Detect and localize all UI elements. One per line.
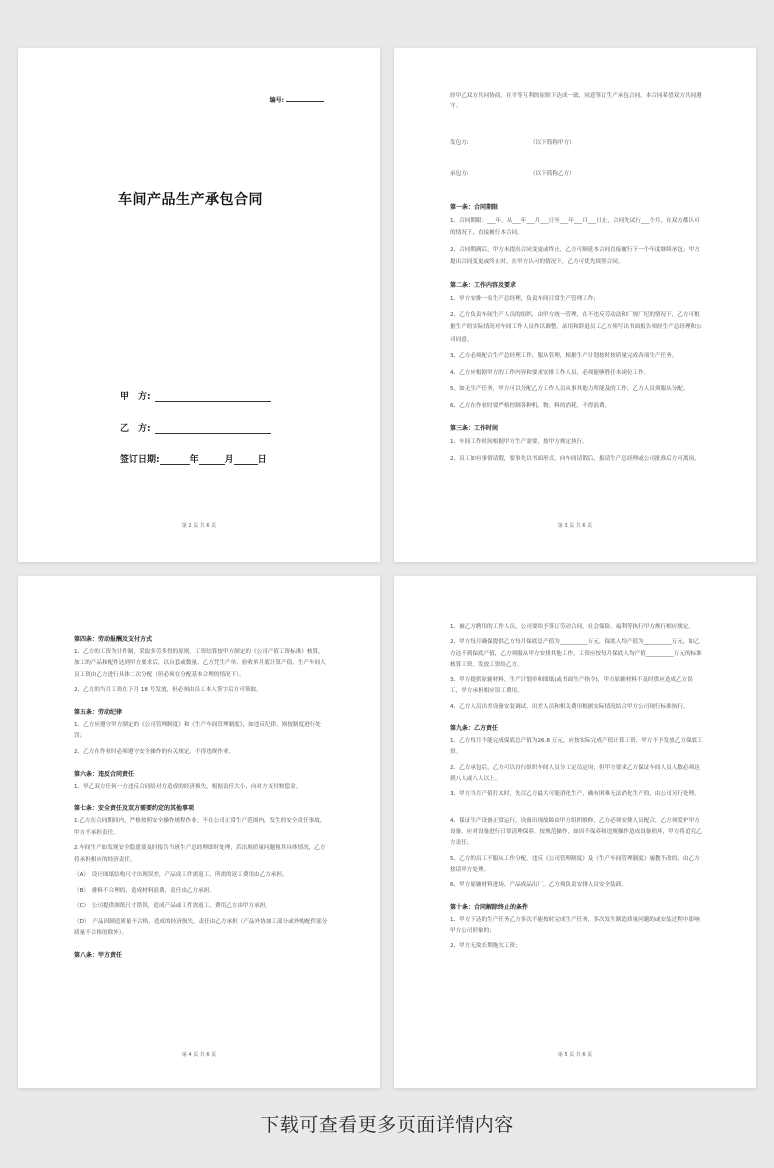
clause-paragraph: （B） 排料不合理的，造成材料浪费，责任由乙方承担。 <box>74 887 215 894</box>
month-label: 月 <box>224 455 234 465</box>
contractor-b-note: （以下简称乙方） <box>530 171 575 177</box>
sign-date-field <box>120 452 267 465</box>
contractor-b-label: 承包方: <box>450 171 469 177</box>
year-blank <box>160 455 190 465</box>
page-footer: 第 5 页 共 6 页 <box>557 1052 593 1058</box>
clause-paragraph: 2、乙方在作业时必须遵守安全操作的有关规定，不得违规作业。 <box>74 749 235 755</box>
section-heading: 第七条：安全责任及双方需要约定的其他事项 <box>74 805 195 813</box>
clause-paragraph: 2、乙方负责车间生产人员的组织，由甲方统一管理，在不违反劳动法和厂规厂纪的情况下，乙方可根据生产的实际情况对车间工作人员作以调整，录用和辞退员工乙方须写出书面报告须经生产总经理和公司同意。 <box>450 312 702 343</box>
page-footer: 第 2 页 共 6 页 <box>181 523 217 529</box>
clause-paragraph: 5、如无生产任务，甲方可以分配乙方工作人员从事其他力所能及的工作，乙方人员须服从分配。 <box>450 386 689 393</box>
clause-paragraph: 2、合同期满后，甲方未提出合同变更或终止，乙方可顺延本合同直接履行下一个年度继续承包；甲方提出合同变更或终止时，在甲方认可的情况下，乙方可优先续签合同。 <box>450 246 700 266</box>
document-title: 车间产品生产承包合同 <box>118 192 263 208</box>
document-page-2 <box>394 48 756 562</box>
contract-number-field <box>270 95 324 104</box>
clause-paragraph: 2、乙方承包后，乙方可以自行组织车间人员分工定员定岗；但甲方要求乙方保证车间人员人数必须达到八人或八人以上。 <box>450 764 700 782</box>
contract-number-blank <box>286 95 324 102</box>
page-footer: 第 3 页 共 6 页 <box>557 523 593 529</box>
document-page-4 <box>394 576 756 1088</box>
clause-paragraph: （C） 公司提供图纸尺寸错误，造成产品或工件需返工，费用乙方由甲方承担。 <box>74 903 271 910</box>
section-heading: 第五条：劳动纪律 <box>74 709 123 716</box>
section-heading: 第三条：工作时间 <box>450 425 499 433</box>
page-footer: 第 4 页 共 6 页 <box>181 1052 217 1058</box>
party-a-label: 甲 方: <box>120 392 151 402</box>
section-heading: 第八条：甲方责任 <box>74 952 123 959</box>
clause-paragraph: 4、乙方应根据甲方的工作内容和要求安排工作人员，必须能够胜任本岗位工作。 <box>450 369 650 376</box>
clause-paragraph: 1、甲乙双方任何一方违反合同给对方造成的经济损失，根据责任大小，向对方支付赔偿金。 <box>74 783 302 790</box>
clause-paragraph: 1、甲方下达的生产任务乙方多次不能按时完成生产任务，多次发生制造质量问题的或安装过程中影响甲方公司形象的； <box>450 916 700 934</box>
document-page-3 <box>18 576 380 1088</box>
section-heading: 第十条：合同解除终止的条件 <box>450 903 529 911</box>
contract-number-label: 编号: <box>269 97 284 104</box>
party-b-field <box>120 421 271 434</box>
clause-paragraph: 1、乙方应遵守甲方制定的《公司管理制度》和《生产车间管理制度》，如违反纪律，则按制度进行处罚； <box>74 722 321 740</box>
section-heading: 第九条：乙方责任 <box>450 725 499 733</box>
clause-paragraph: 1、被乙方聘用的工作人员，公司要给予签订劳动合同，社会保险、福利等执行甲方规行相应规定。 <box>450 624 695 630</box>
clause-paragraph: 4、乙方人员出差设备安装调试，出差人员和相关费用根据实际情况结合甲方公司现行标准执行。 <box>450 703 689 710</box>
party-b-blank <box>155 424 271 434</box>
clause-paragraph: 2、甲方无故长期拖欠工资； <box>450 943 521 950</box>
intro-paragraph: 经甲乙双方共同协商，在平等互利的原则下达成一致，同意签订生产承包合同，本合同希望双方共同遵守。 <box>450 93 702 109</box>
clause-paragraph: 3、甲方提供原辅材料，生产计划单和图纸(或书面生产指令)，甲方原辅材料不及时供应造成乙方误工，甲方承担相应误工费用。 <box>450 677 693 695</box>
party-a-field <box>120 389 271 402</box>
section-heading: 第六条：违反合同责任 <box>74 770 135 778</box>
day-blank <box>234 455 258 465</box>
clause-paragraph: 3、甲方当月产值打太时，先尽乙方最大可能消化生产，确有困难无法消化生产的，由公司另行处理。 <box>450 791 700 798</box>
clause-paragraph: 2、员工如有事情请假，要事先以书面形式，向车间请假后，报请生产总经理或公司批准后方可离岗。 <box>450 455 700 462</box>
contractor-a-note: （以下简称甲方） <box>530 140 575 146</box>
clause-paragraph: （D） 产品因制造质量不合格，造成的经济损失，责任由乙方承担（产品外协加工部分或外购配件部分质量不合格的除外）。 <box>74 919 328 937</box>
party-a-blank <box>155 392 271 402</box>
party-b-label: 乙 方: <box>120 424 151 434</box>
clause-paragraph: 1、乙方的工资为计件制，采取多劳多得的原则，工资结算按甲方制定的《公司产值工资标准》核算。加工的产品和配件达到甲方要求后，以台套或数量、乙方凭生产单、验收单月底计算产值，生产车间人员工资由乙方进行具体二次分配（但必须在分配基本合理的情况下）。 <box>74 649 326 678</box>
day-label: 日 <box>257 455 267 465</box>
section-heading: 第一条：合同期限 <box>450 204 499 211</box>
clause-paragraph: 2、甲方每月确保提供乙方每月保底总产值为__________万元，保底人均产值为__________万元，如乙方达不到保底产值，乙方须服从甲方安排其他工作，工资应按每月保底人均产值__________万元的标准核算工资，发放工资给乙方。 <box>450 639 702 668</box>
clause-paragraph: 6、甲方原辅材料进场、产品成品出厂，乙方须负责安排人员安全装卸。 <box>450 882 627 889</box>
month-blank <box>199 455 225 465</box>
clause-paragraph: 4、保证生产设备正常运行，设备出现故障由甲方组织维修，乙方必须安排人员配合，乙方须爱护甲方设备，应对设备进行日常清理保养，按规范操作，如因不保养和违规操作造成设备损坏，甲方将追究乙方责任。 <box>450 818 702 847</box>
clause-paragraph: 6、乙方在作业时要严格控制各种机、物、料的消耗，不得浪费。 <box>450 402 611 409</box>
download-caption: 下载可查看更多页面详情内容 <box>260 1114 514 1136</box>
clause-paragraph: （A） 设计图纸结构尺寸出现误差，产品成工件需返工，所需的返工费用由乙方承担。 <box>74 872 288 879</box>
section-heading: 第二条：工作内容及要求 <box>450 281 517 289</box>
clause-paragraph: 1、车间工作时间根据甲方生产需要，按甲方规定执行。 <box>450 439 588 446</box>
sign-date-label: 签订日期: <box>120 455 160 465</box>
clause-paragraph: 1、乙方每月不能完成保底总产值为26.8 万元，应按实际完成产值计算工资，甲方不予发放乙方保底工资。 <box>450 738 703 756</box>
clause-paragraph: 3、乙方必须配合生产总经理工作，服从管理，根据生产计划按时按质量完成各项生产任务。 <box>450 353 678 360</box>
contractor-a-label: 发包方: <box>450 140 469 146</box>
clause-paragraph: 1、甲方安排一名生产总经理，负责车间日常生产管理工作； <box>450 295 599 302</box>
document-page-cover <box>18 48 380 562</box>
clause-paragraph: 2、乙方的当月工资在下月 18 号发放，但必须由员工本人签字后方可领取。 <box>74 687 262 694</box>
year-label: 年 <box>189 455 199 465</box>
clause-paragraph: 5、乙方的员工不服从工作分配，违反《公司管理制度》及《生产车间管理制度》屡教不改的，由乙方按请甲方处理。 <box>450 855 700 873</box>
clause-paragraph: 1.乙方在合同期间内，严格按照安全操作规程作业；不在公司正常生产范围内，发生的安全责任事故，甲方不承担责任。 <box>74 818 326 836</box>
clause-paragraph: 2.车间生产如发现安全隐患要及时报告当班生产总经理即时处理，若出现质量问题视其具体情况，乙方将承担相应的经济责任。 <box>74 845 326 863</box>
section-heading: 第四条：劳动报酬及支付方式 <box>74 636 153 643</box>
clause-paragraph: 1、合同期限：___年，从___年___月___日至___年___月___日止，合同先试行___个月，在双方都认可的情况下，直接履行本合同。 <box>450 218 700 237</box>
